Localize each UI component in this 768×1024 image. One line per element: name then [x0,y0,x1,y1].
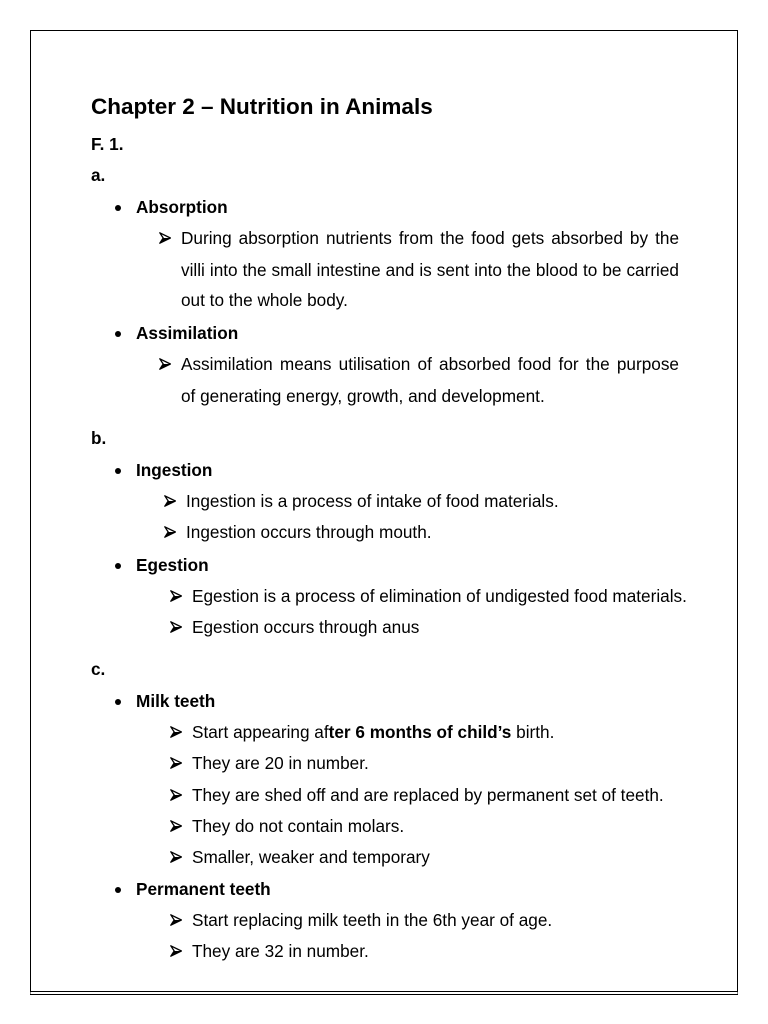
arrowhead-bullet-icon [164,526,176,538]
point-text [192,722,554,742]
topic-heading: Permanent teeth [136,879,271,899]
topic-heading: Ingestion [136,460,213,480]
topic-heading: Milk teeth [136,691,216,711]
arrowhead-bullet-icon [170,851,182,863]
point-text: Start replacing milk teeth in the 6th year of age. [192,910,553,930]
point-text: Smaller, weaker and temporary [192,847,430,867]
arrowhead-bullet-icon [170,789,182,801]
arrowhead-bullet-icon [170,914,182,926]
question-label: F. 1. [91,134,124,154]
point-text: Ingestion is a process of intake of food materials. [186,491,559,511]
bullet-icon [115,563,121,569]
topic-heading: Egestion [136,555,209,575]
arrowhead-bullet-icon [164,495,176,507]
arrowhead-bullet-icon [170,820,182,832]
point-text: Ingestion occurs through mouth. [186,522,432,542]
point-text-line: of generating energy, growth, and development. [181,386,545,406]
arrowhead-bullet-icon [170,757,182,769]
point-text: They do not contain molars. [192,816,405,836]
point-text: They are 32 in number. [192,941,369,961]
point-text-line: Assimilation means utilisation of absorbed food for the purpose [181,354,679,374]
bullet-icon [115,699,121,705]
point-text-run: Start appearing af [192,722,329,742]
document-title: Chapter 2 – Nutrition in Animals [91,94,433,119]
point-text-run-bold: ter 6 months of child’s [328,722,512,742]
topic-heading: Absorption [136,197,228,217]
arrowhead-bullet-icon [170,621,182,633]
point-text-run: birth. [511,722,555,742]
bullet-icon [115,887,121,893]
bullet-icon [115,468,121,474]
point-text-line: out to the whole body. [181,290,348,310]
section-label: b. [91,428,107,448]
arrowhead-bullet-icon [159,358,171,370]
point-text: They are 20 in number. [192,753,369,773]
point-text-line: villi into the small intestine and is sent into the blood to be carried [181,260,679,280]
point-text: Egestion occurs through anus [192,617,420,637]
arrowhead-bullet-icon [170,945,182,957]
bullet-icon [115,205,121,211]
arrowhead-bullet-icon [170,590,182,602]
point-text: They are shed off and are replaced by permanent set of teeth. [192,785,664,805]
topic-heading: Assimilation [136,323,239,343]
bullet-icon [115,331,121,337]
arrowhead-bullet-icon [159,232,171,244]
point-text-line: During absorption nutrients from the food gets absorbed by the [181,228,679,248]
section-label: c. [91,659,106,679]
arrowhead-bullet-icon [170,726,182,738]
section-label: a. [91,165,106,185]
point-text: Egestion is a process of elimination of undigested food materials. [192,586,687,606]
